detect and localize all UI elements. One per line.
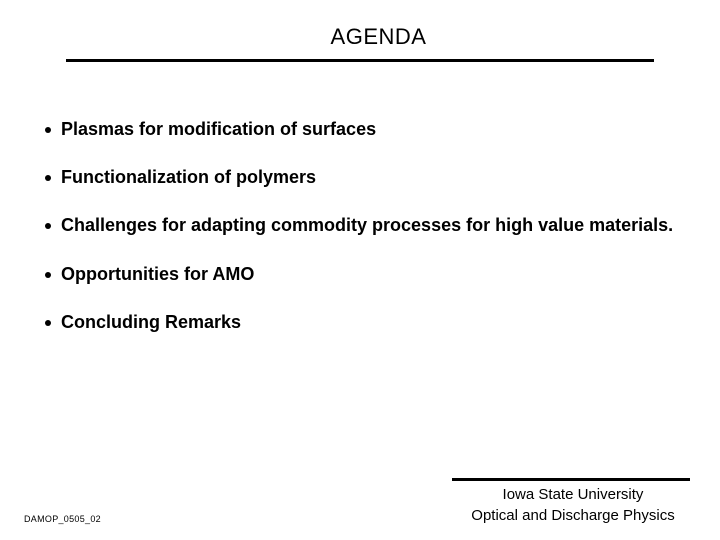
agenda-list: [42, 118, 682, 359]
footer-rule: [452, 478, 690, 481]
slide-title: AGENDA: [330, 24, 427, 49]
university-name: Iowa State University: [502, 486, 644, 503]
bullet-dot-icon: [45, 127, 51, 133]
agenda-item-text: Plasmas for modification of surfaces: [61, 119, 377, 139]
agenda-item: [42, 311, 682, 334]
bullet-dot-icon: [45, 320, 51, 326]
bullet-dot-icon: [45, 175, 51, 181]
title-underline: [66, 59, 654, 62]
bullet-dot-icon: [45, 272, 51, 278]
agenda-item-text: Opportunities for AMO: [61, 264, 255, 284]
agenda-item-text: Functionalization of polymers: [61, 167, 317, 187]
slide-code: DAMOP_0505_02: [24, 514, 101, 524]
institution-block: [450, 484, 696, 526]
agenda-item: [42, 118, 682, 141]
agenda-item-text: Challenges for adapting commodity processes for high value materials.: [61, 215, 674, 235]
bullet-dot-icon: [45, 223, 51, 229]
agenda-item: [42, 214, 682, 237]
group-name: Optical and Discharge Physics: [471, 507, 675, 524]
agenda-item: [42, 166, 682, 189]
agenda-item-text: Concluding Remarks: [61, 312, 242, 332]
agenda-item: [42, 263, 682, 286]
